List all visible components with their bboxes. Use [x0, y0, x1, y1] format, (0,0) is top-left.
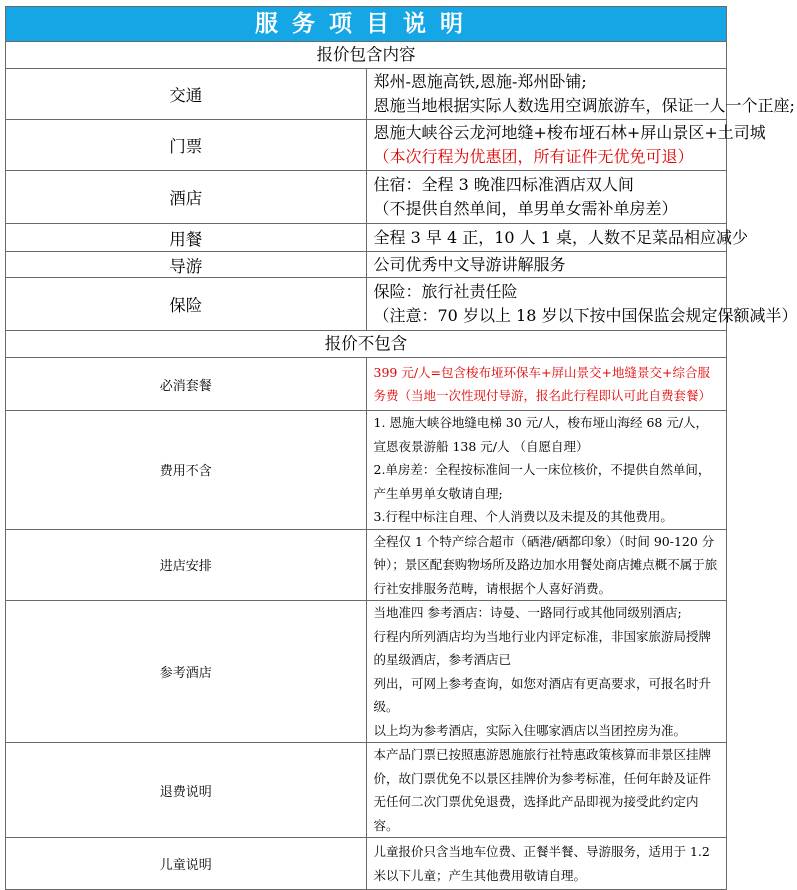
discount-note: （本次行程为优惠团，所有证件无优免可退） [373, 147, 694, 166]
row-value: 全程 3 早 4 正，10 人 1 桌，人数不足菜品相应减少 [366, 224, 727, 252]
row-value: 公司优秀中文导游讲解服务 [366, 252, 727, 278]
row-label: 导游 [6, 252, 367, 278]
table-row-fees-excluded [6, 411, 727, 530]
table-row-tickets [6, 120, 727, 171]
row-label: 必消套餐 [6, 358, 367, 411]
row-value: 恩施大峡谷云龙河地缝+梭布垭石林+屏山景区+土司城 （本次行程为优惠团，所有证件无优免可退） [366, 120, 727, 171]
table-row-transport [6, 69, 727, 120]
row-label: 进店安排 [6, 529, 367, 601]
row-label: 费用不含 [6, 411, 367, 530]
row-label: 门票 [6, 120, 367, 171]
table-row-insurance [6, 278, 727, 331]
table-row-mandatory-package [6, 358, 727, 411]
row-value: 本产品门票已按照惠游恩施旅行社特惠政策核算而非景区挂牌价，故门票优免不以景区挂牌价为参考标准，任何年龄及证件无任何二次门票优免退费，选择此产品即视为接受此约定内容。 [366, 743, 727, 838]
row-value: 1. 恩施大峡谷地缝电梯 30 元/人，梭布垭山海经 68 元/人，宣恩夜景游船 138 元/人 （自愿自理） 2.单房差：全程按标准间一人一床位核价，不提供自然单间，产生单男单女敬请自理; 3.行程中标注自理、个人消费以及未提及的其他费用。 [366, 411, 727, 530]
included-header: 报价包含内容 [6, 42, 727, 69]
service-sheet [5, 6, 797, 890]
row-value: 儿童报价只含当地车位费、正餐半餐、导游服务，适用于 1.2 米以下儿童；产生其他费用敬请自理。 [366, 838, 727, 890]
row-value: 当地准四 参考酒店：诗曼、一路同行或其他同级别酒店; 行程内所列酒店均为当地行业内评定标准，非国家旅游局授牌的星级酒店，参考酒店已 列出，可网上参考查询，如您对酒店有更高要求，可报名时升级。 以上均为参考酒店，实际入住哪家酒店以当团控房为准。 [366, 601, 727, 743]
row-value: 住宿：全程 3 晚准四标准酒店双人间 （不提供自然单间，单男单女需补单房差） [366, 171, 727, 224]
excluded-header: 报价不包含 [6, 331, 727, 358]
service-table [5, 41, 797, 890]
row-label: 退费说明 [6, 743, 367, 838]
table-row-reference-hotel [6, 601, 727, 743]
row-value: 全程仅 1 个特产综合超市（硒港/硒都印象）（时间 90-120 分钟）；景区配套购物场所及路边加水用餐处商店摊点概不属于旅行社安排服务范畴，请根据个人喜好消费。 [366, 529, 727, 601]
row-value: 399 元/人=包含梭布垭环保车+屏山景交+地缝景交+综合服务费（当地一次性现付导游，报名此行程即认可此自费套餐） [366, 358, 727, 411]
row-label: 参考酒店 [6, 601, 367, 743]
row-label: 儿童说明 [6, 838, 367, 890]
row-label: 交通 [6, 69, 367, 120]
table-row-hotel [6, 171, 727, 224]
table-row-children [6, 838, 727, 890]
row-label: 酒店 [6, 171, 367, 224]
row-label: 用餐 [6, 224, 367, 252]
row-label: 保险 [6, 278, 367, 331]
table-row-guide [6, 252, 727, 278]
row-value: 保险：旅行社责任险 （注意：70 岁以上 18 岁以下按中国保监会规定保额减半） [366, 278, 727, 331]
table-row-shopping [6, 529, 727, 601]
table-row-refund [6, 743, 727, 838]
table-row-meals [6, 224, 727, 252]
row-value: 郑州-恩施高铁,恩施-郑州卧铺; 恩施当地根据实际人数选用空调旅游车，保证一人一个正座; [366, 69, 727, 120]
page-title: 服务项目说明 [5, 6, 727, 41]
